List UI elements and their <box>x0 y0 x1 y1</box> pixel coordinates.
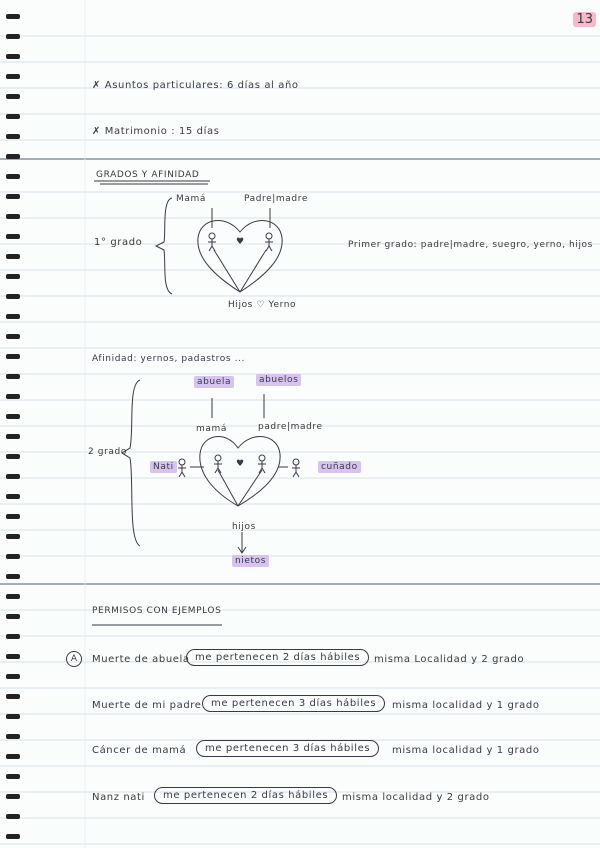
row1-tail: misma Localidad y 2 grado <box>374 654 525 665</box>
label-1-grado: 1° grado <box>94 237 143 248</box>
marker-a: A <box>66 651 82 667</box>
label-nati: Nati <box>150 461 177 473</box>
label-nietos: nietos <box>232 555 269 567</box>
label-hijos-2: hijos <box>232 522 256 532</box>
heart-icon-2: ♥ <box>236 459 245 469</box>
label-mama-2: mamá <box>196 424 227 434</box>
row4-lead: Nanz nati <box>92 792 145 803</box>
section-title-permisos: PERMISOS CON EJEMPLOS <box>92 606 222 616</box>
note-asuntos: ✗ Asuntos particulares: 6 días al año <box>92 80 299 91</box>
label-abuelos: abuelos <box>256 374 301 386</box>
section-title-grados: GRADOS Y AFINIDAD <box>96 170 200 180</box>
note-matrimonio: ✗ Matrimonio : 15 días <box>92 126 220 137</box>
row2-tail: misma localidad y 1 grado <box>392 700 540 711</box>
row1-pill: me pertenecen 2 días hábiles <box>186 649 369 666</box>
grado2-brace <box>122 380 140 546</box>
page-number: 13 <box>573 12 596 27</box>
row1-lead: Muerte de abuela <box>92 654 190 665</box>
label-padre-madre-2: padre|madre <box>258 422 323 432</box>
grado1-brace <box>156 198 172 294</box>
label-cunado: cuñado <box>318 461 361 473</box>
row4-tail: misma localidad y 2 grado <box>342 792 490 803</box>
afinidad-note: Afinidad: yernos, padastros ... <box>92 354 245 364</box>
label-hijos-yerno: Hijos ♡ Yerno <box>228 300 297 310</box>
row2-lead: Muerte de mi padre <box>92 700 202 711</box>
row2-pill: me pertenecen 3 días hábiles <box>202 695 385 712</box>
row3-lead: Cáncer de mamá <box>92 745 187 756</box>
label-padre-madre: Padre|madre <box>244 194 308 204</box>
label-abuela: abuela <box>194 376 234 388</box>
label-2-grado: 2 grado <box>88 447 127 457</box>
spiral-binding <box>6 14 20 839</box>
row4-pill: me pertenecen 2 días hábiles <box>154 787 337 804</box>
grado2-diagram <box>122 380 300 553</box>
label-mama: Mamá <box>176 194 206 204</box>
primer-grado-note: Primer grado: padre|madre, suegro, yerno, hijos <box>348 240 593 250</box>
heart-shape-1 <box>198 221 282 292</box>
grado1-diagram <box>156 198 282 294</box>
heart-shape-2 <box>200 437 280 506</box>
row3-tail: misma localidad y 1 grado <box>392 745 540 756</box>
row3-pill: me pertenecen 3 días hábiles <box>196 740 379 757</box>
heart-icon: ♥ <box>236 237 245 247</box>
